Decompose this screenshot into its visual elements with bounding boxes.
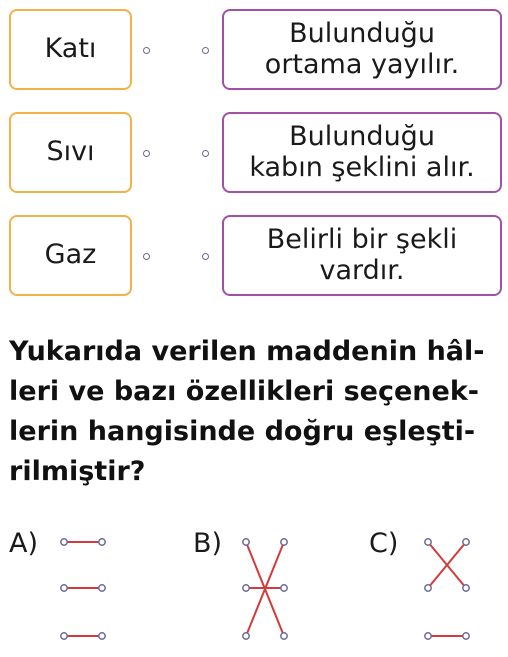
match-dot (281, 539, 287, 545)
property-text: Belirli bir şekli vardır. (266, 224, 458, 286)
option-a-label[interactable]: A) (9, 528, 39, 559)
right-dot (202, 47, 209, 54)
match-dot (463, 633, 469, 639)
match-dot (61, 539, 67, 545)
state-label: Katı (44, 33, 97, 65)
left-dot (143, 47, 150, 54)
option-c-diagram[interactable] (424, 540, 472, 640)
match-dot (99, 633, 105, 639)
match-dot (425, 585, 431, 591)
match-dot (243, 539, 249, 545)
left-dot (143, 253, 150, 260)
question-text: Yukarıda verilen maddenin hâl- leri ve bazı özellikleri seçenek- lerin hangisinde doğru eşleşti- rilmiştir? (9, 336, 485, 487)
state-box-solid (9, 9, 132, 90)
right-dot (202, 253, 209, 260)
option-c-label[interactable]: C) (369, 528, 399, 559)
option-b-label[interactable]: B) (193, 528, 223, 559)
option-b-diagram[interactable] (242, 540, 290, 640)
state-box-gas (9, 215, 132, 296)
property-text: Bulunduğu ortama yayılır. (264, 18, 460, 80)
left-dot (143, 150, 150, 157)
state-box-liquid (9, 112, 132, 193)
match-dot (281, 633, 287, 639)
state-label: Sıvı (46, 136, 95, 168)
property-box-3 (222, 215, 502, 296)
property-text: Bulunduğu kabın şeklini alır. (249, 121, 475, 183)
match-dot (243, 633, 249, 639)
right-dot (202, 150, 209, 157)
match-dot (463, 585, 469, 591)
match-dot (463, 539, 469, 545)
property-box-2 (222, 112, 502, 193)
match-dot (281, 585, 287, 591)
match-dot (99, 585, 105, 591)
option-a-diagram[interactable] (60, 540, 108, 640)
property-box-1 (222, 9, 502, 90)
match-dot (61, 633, 67, 639)
state-label: Gaz (44, 239, 97, 271)
match-dot (425, 633, 431, 639)
match-dot (61, 585, 67, 591)
match-dot (425, 539, 431, 545)
match-dot (99, 539, 105, 545)
match-dot (243, 585, 249, 591)
